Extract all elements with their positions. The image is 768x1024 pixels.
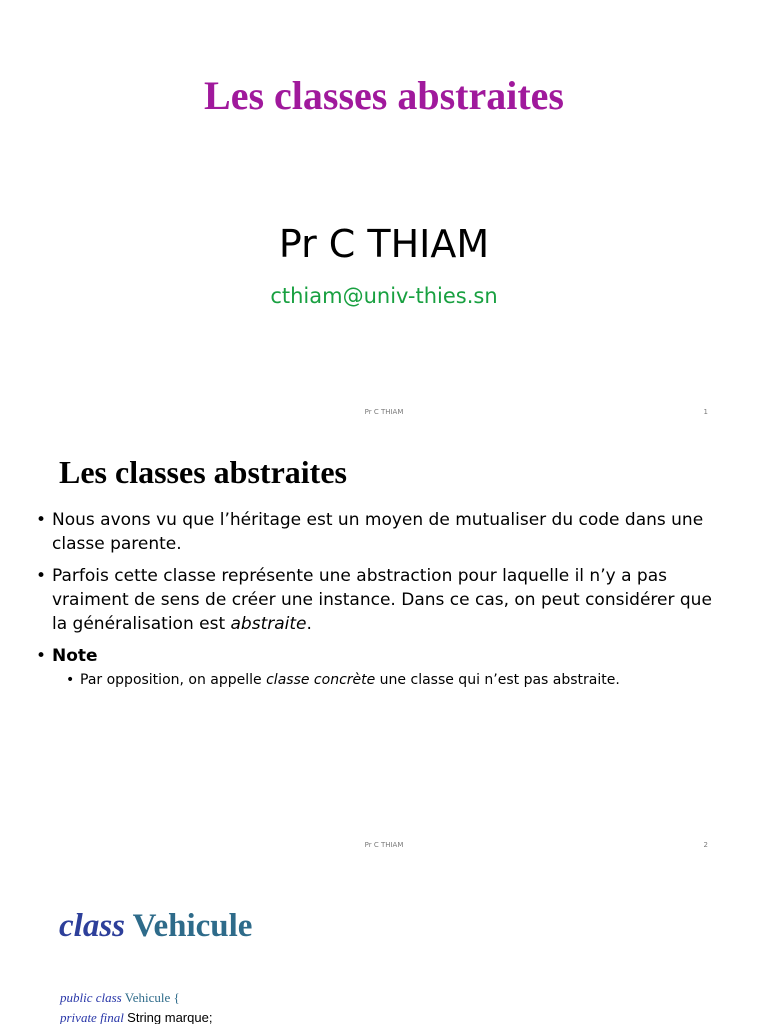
slide-1 xyxy=(0,0,768,432)
bullet-end: . xyxy=(306,614,312,634)
code-line xyxy=(60,1008,212,1024)
slide-1-title: Les classes abstraites xyxy=(204,73,564,118)
code-block xyxy=(60,988,212,1024)
slide-2-title: Les classes abstraites xyxy=(59,454,347,490)
bullet-item xyxy=(36,564,726,636)
title-class-name: Vehicule xyxy=(132,908,253,944)
slide-1-page-number: 1 xyxy=(703,408,708,416)
title-keyword: class xyxy=(59,908,125,944)
sub-bullet-emphasis: classe concrète xyxy=(266,672,376,688)
bullet-item-note xyxy=(36,644,726,690)
sub-bullet-list xyxy=(52,670,726,690)
author-email: cthiam@univ-thies.sn xyxy=(270,284,498,308)
sub-bullet-suffix: une classe qui n’est pas abstraite. xyxy=(375,672,620,688)
bullet-text: Nous avons vu que l’héritage est un moyen de mutualiser du code dans une classe parente. xyxy=(52,510,704,554)
author-name: Pr C THIAM xyxy=(278,222,490,266)
code-keyword: public class xyxy=(60,990,122,1005)
sub-bullet-prefix: Par opposition, on appelle xyxy=(80,672,267,688)
slide-1-footer: Pr C THIAM xyxy=(364,408,404,416)
code-keyword: private final xyxy=(60,1010,124,1024)
bullet-text: Parfois cette classe représente une abstraction pour laquelle il n’y a pas vraiment de sens de créer une instance. Dans ce cas, on peut considérer que la généralisation est xyxy=(52,566,712,634)
slide-2-footer: Pr C THIAM xyxy=(364,841,404,849)
bullet-emphasis: abstraite xyxy=(230,614,307,634)
code-line xyxy=(60,988,212,1008)
code-statement: String marque; xyxy=(127,1010,213,1024)
sub-bullet-item xyxy=(52,670,726,690)
bullet-item xyxy=(36,508,726,556)
slide-3 xyxy=(0,864,768,1024)
bullet-list xyxy=(36,508,726,698)
slide-2-page-number: 2 xyxy=(703,841,708,849)
code-brace: { xyxy=(173,990,180,1005)
note-label: Note xyxy=(52,646,98,666)
slide-2 xyxy=(0,432,768,864)
slide-3-title xyxy=(59,908,252,945)
code-class-name: Vehicule xyxy=(124,990,171,1005)
